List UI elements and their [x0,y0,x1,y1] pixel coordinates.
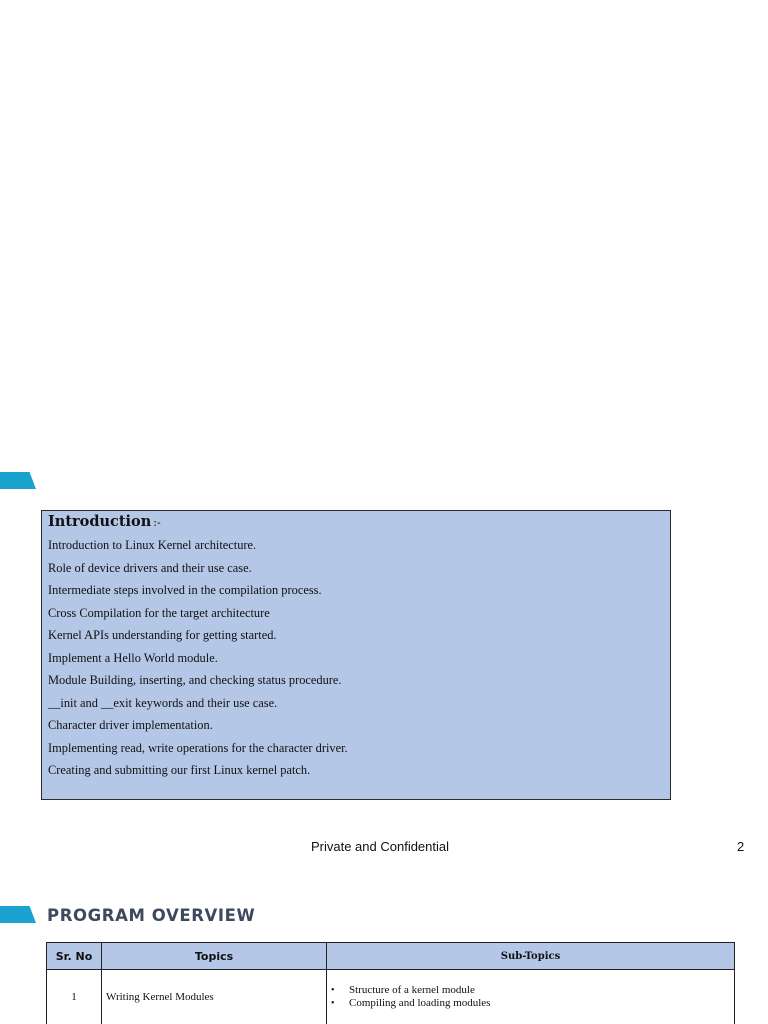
introduction-item: __init and __exit keywords and their use case. [48,695,278,710]
table-header-row [47,943,735,970]
introduction-item: Character driver implementation. [48,718,213,732]
sub-topic-text: Compiling and loading modules [349,997,491,1009]
table-row [47,970,735,1024]
column-header-sr-no: Sr. No [47,943,102,970]
program-overview-title: PROGRAM OVERVIEW [47,906,256,925]
sub-topic-item [331,984,734,997]
accent-tab-top [0,472,36,489]
introduction-item: Implementing read, write operations for the character driver. [48,740,348,755]
bullet-icon: • [331,985,335,996]
introduction-list [48,534,664,782]
footer-confidential-text: Private and Confidential [310,839,450,854]
row-sr-no: 1 [47,970,102,1024]
introduction-item: Role of device drivers and their use case. [48,560,252,575]
bullet-icon: • [331,998,335,1009]
sub-topic-item [331,997,734,1010]
introduction-heading [48,513,664,530]
accent-tab-bottom [0,906,36,923]
introduction-item: Cross Compilation for the target architecture [48,605,270,620]
introduction-item: Intermediate steps involved in the compilation process. [48,583,322,597]
column-header-topics: Topics [102,943,327,970]
introduction-item: Creating and submitting our first Linux kernel patch. [48,763,311,777]
sub-topic-text: Structure of a kernel module [349,984,475,996]
row-topic: Writing Kernel Modules [102,970,327,1024]
introduction-title-suffix: :- [153,516,161,529]
introduction-item: Introduction to Linux Kernel architecture. [48,538,257,552]
introduction-item: Implement a Hello World module. [48,650,218,665]
column-header-sub-topics: Sub-Topics [327,943,735,970]
introduction-title: Introduction [48,513,152,530]
program-overview-table [46,942,735,1024]
page-number: 2 [737,839,745,854]
row-sub-topics [327,970,735,1024]
introduction-item: Module Building, inserting, and checking status procedure. [48,673,342,687]
sub-topics-list [331,984,734,1010]
introduction-box [41,510,671,800]
introduction-item: Kernel APIs understanding for getting started. [48,628,277,642]
